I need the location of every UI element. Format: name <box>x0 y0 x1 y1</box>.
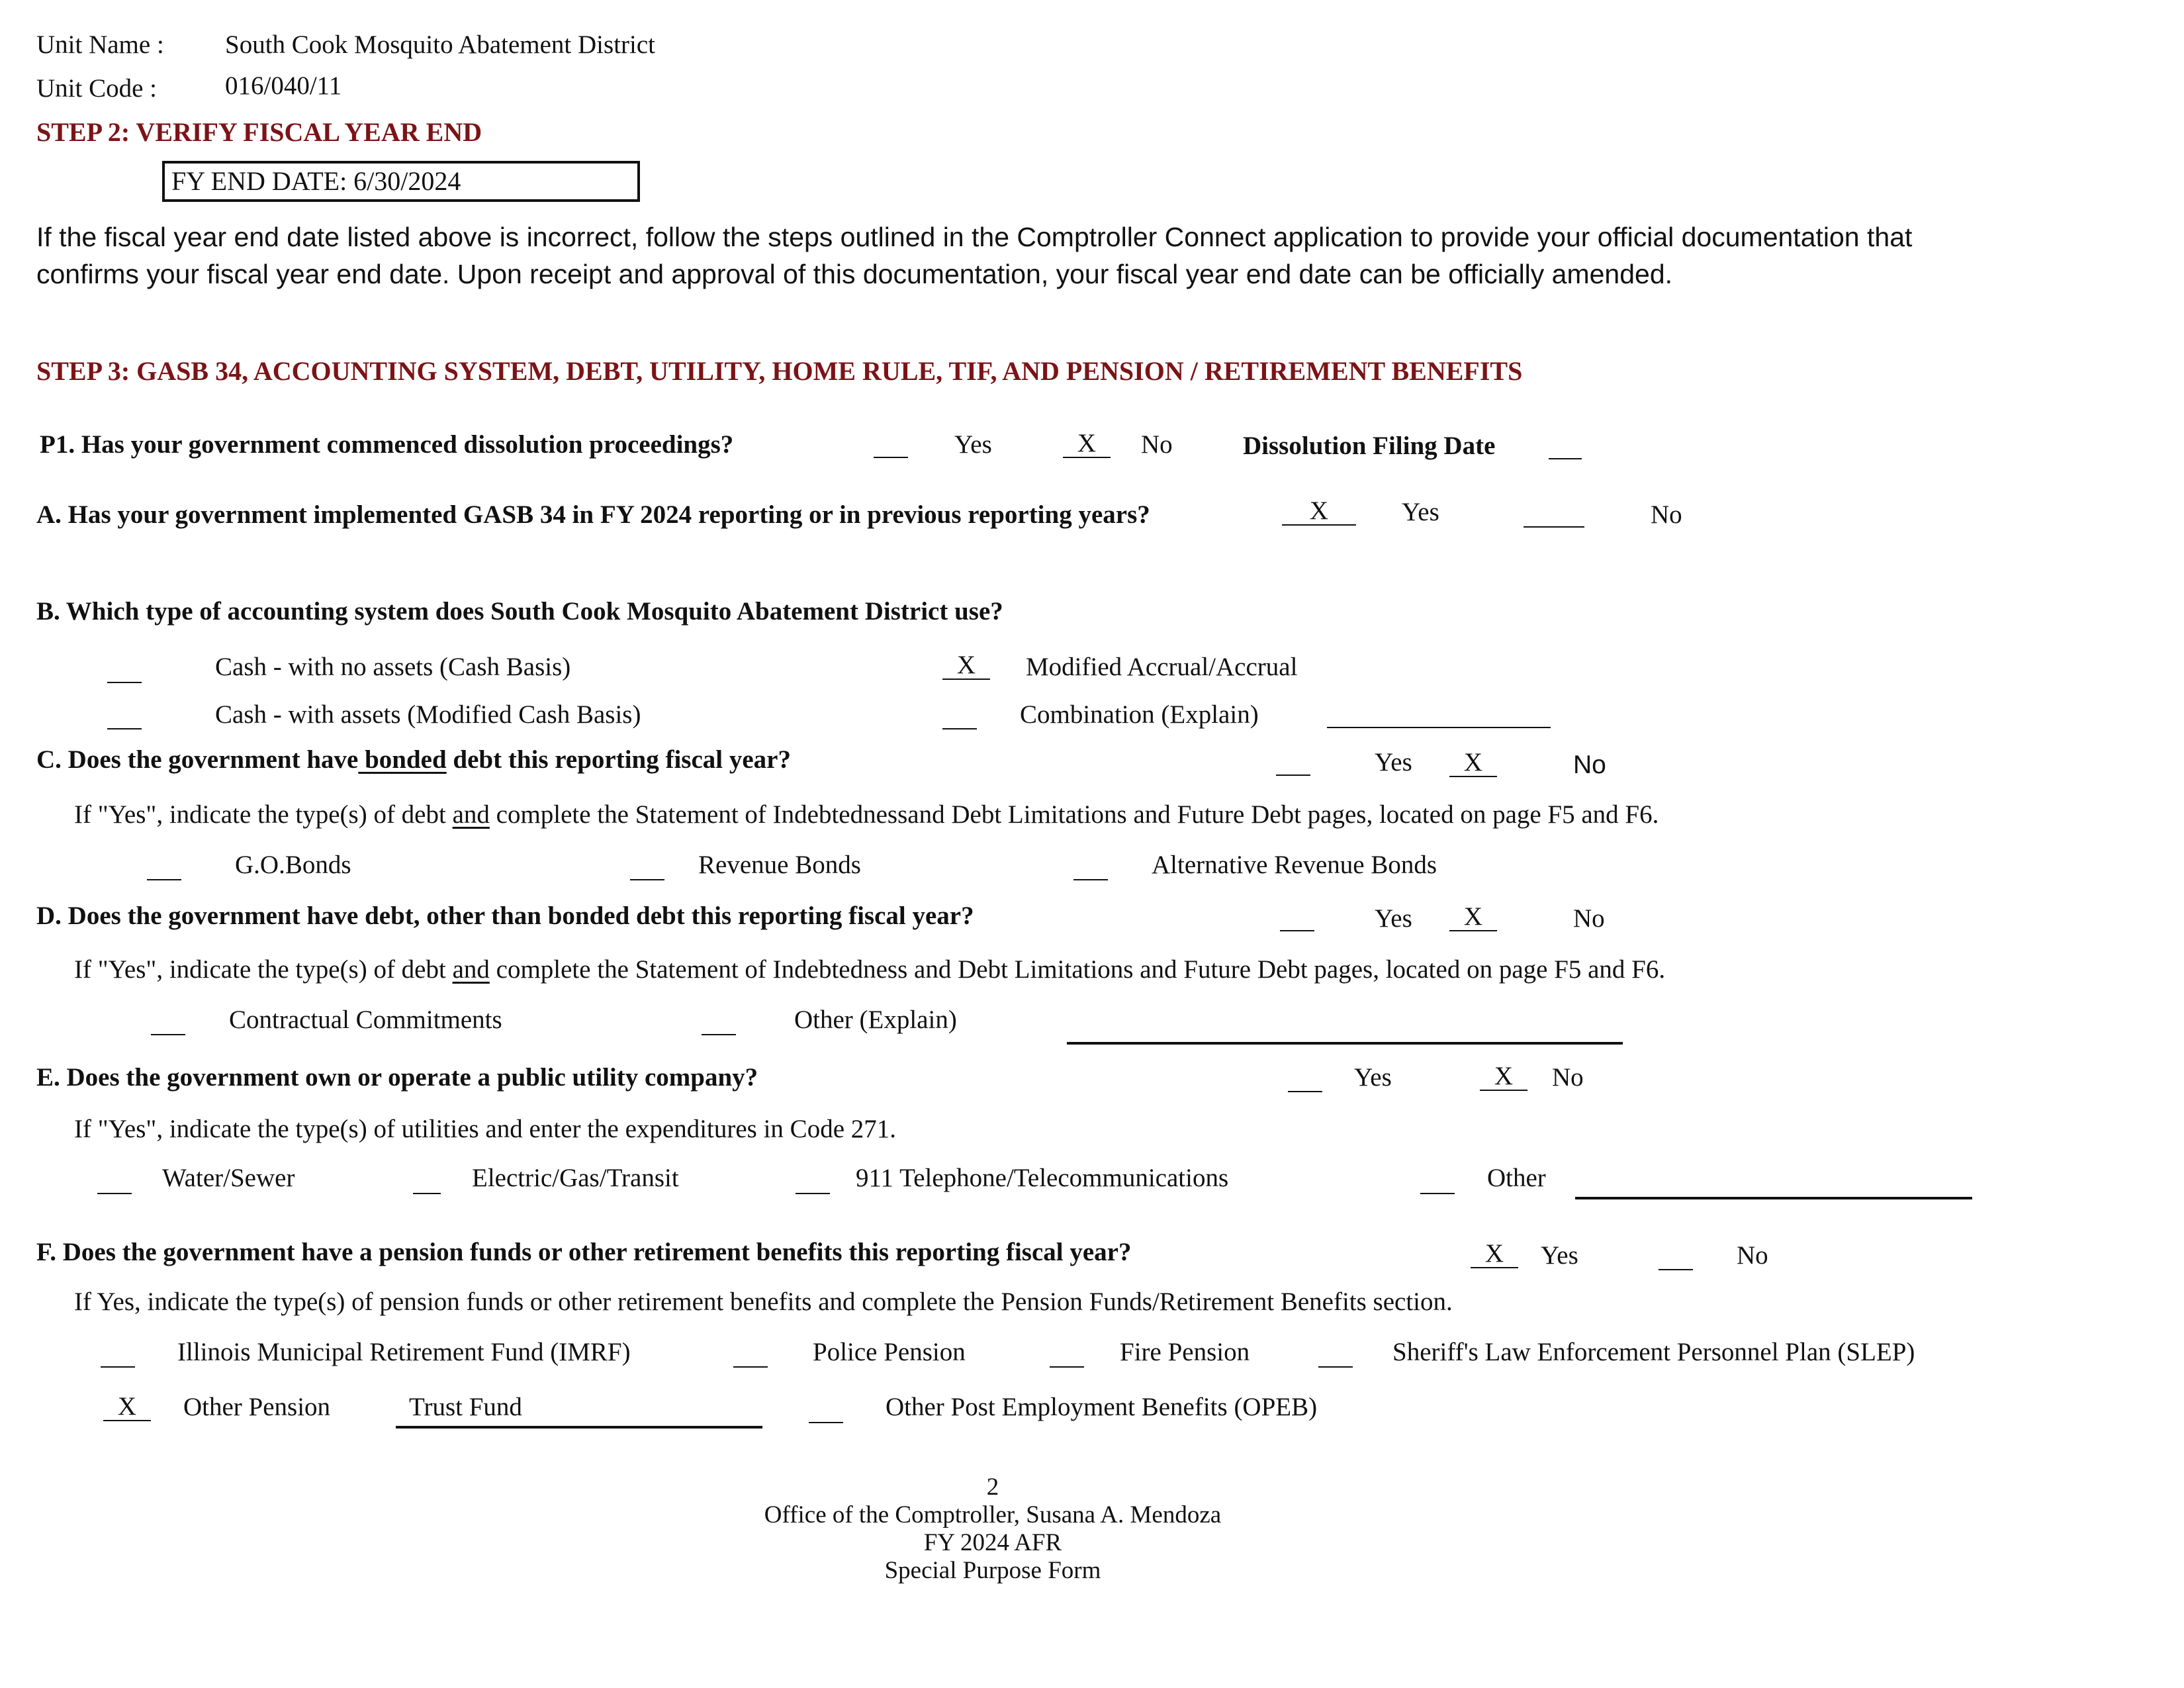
c-option-checkbox-revenue-bonds[interactable] <box>630 853 664 880</box>
e-yes-label: Yes <box>1354 1063 1392 1092</box>
unit-name-value: South Cook Mosquito Abatement District <box>225 30 655 59</box>
fy-end-date-box: FY END DATE: 6/30/2024 <box>162 161 640 202</box>
c-option-checkbox-alternative-revenue-bonds[interactable] <box>1073 853 1108 880</box>
c-instruction-text-1: If "Yes", indicate the type(s) of debt <box>74 800 453 829</box>
c-yes-label: Yes <box>1375 748 1412 776</box>
dissolution-filing-date-field[interactable] <box>1549 432 1582 459</box>
footer-form: Special Purpose Form <box>884 1557 1101 1584</box>
d-option-label-other: Other (Explain) <box>794 1006 957 1034</box>
c-option-checkbox-go-bonds[interactable] <box>147 853 181 880</box>
b-option-label-modified-accrual: Modified Accrual/Accrual <box>1026 653 1298 681</box>
d-no-checkbox[interactable]: X <box>1449 904 1497 931</box>
f-yes-label: Yes <box>1541 1241 1578 1270</box>
question-b: B. Which type of accounting system does South Cook Mosquito Abatement District use? <box>36 597 1003 626</box>
d-option-checkbox-other[interactable] <box>702 1008 736 1035</box>
e-option-checkbox-electric-gas-transit[interactable] <box>413 1166 441 1194</box>
b-option-checkbox-modified-cash[interactable] <box>107 702 142 729</box>
e-other-line <box>1575 1197 1972 1199</box>
c-no-label: No <box>1573 751 1606 779</box>
unit-code-label: Unit Code : <box>36 74 157 103</box>
step3-heading: STEP 3: GASB 34, ACCOUNTING SYSTEM, DEBT, UTILITY, HOME RULE, TIF, AND PENSION / RETIREMENT BENEFITS <box>36 356 1523 386</box>
e-option-label-other: Other <box>1487 1164 1546 1192</box>
unit-name-label: Unit Name : <box>36 30 164 59</box>
d-yes-label: Yes <box>1375 904 1412 933</box>
e-no-checkbox[interactable]: X <box>1480 1063 1527 1091</box>
a-no-label: No <box>1651 500 1682 529</box>
e-instruction: If "Yes", indicate the type(s) of utilities and enter the expenditures in Code 271. <box>74 1115 897 1143</box>
f-no-label: No <box>1737 1241 1768 1270</box>
question-p1: P1. Has your government commenced dissolution proceedings? <box>40 430 734 459</box>
b-option-checkbox-cash-basis[interactable] <box>107 655 142 683</box>
d-yes-checkbox[interactable] <box>1280 904 1314 931</box>
e-no-label: No <box>1552 1063 1584 1092</box>
b-option-checkbox-combination[interactable] <box>942 702 977 729</box>
f-no-checkbox[interactable] <box>1659 1243 1693 1270</box>
d-option-label-contractual-commitments: Contractual Commitments <box>229 1006 502 1034</box>
f-option-label-fire-pension: Fire Pension <box>1120 1338 1250 1366</box>
f-option-label-opeb: Other Post Employment Benefits (OPEB) <box>886 1393 1318 1421</box>
question-f: F. Does the government have a pension funds or other retirement benefits this reporting fiscal year? <box>36 1238 1132 1266</box>
d-other-explain-line <box>1067 1042 1623 1045</box>
c-yes-checkbox[interactable] <box>1276 748 1310 776</box>
b-option-label-modified-cash: Cash - with assets (Modified Cash Basis) <box>215 700 641 729</box>
f-instruction: If Yes, indicate the type(s) of pension funds or other retirement benefits and complete the Pension Funds/Retirement Benefits section. <box>74 1288 1453 1316</box>
b-combination-explain-field[interactable] <box>1327 700 1551 728</box>
d-option-checkbox-contractual-commitments[interactable] <box>151 1008 185 1035</box>
question-e: E. Does the government own or operate a public utility company? <box>36 1063 758 1092</box>
page-number: 2 <box>986 1474 999 1501</box>
c-instruction <box>74 802 1659 827</box>
f-other-pension-field[interactable]: Trust Fund <box>409 1393 522 1421</box>
p1-yes-checkbox[interactable] <box>874 430 908 458</box>
f-option-checkbox-imrf[interactable] <box>101 1340 135 1368</box>
dissolution-filing-date-label: Dissolution Filing Date <box>1243 432 1496 460</box>
d-instruction-and: and <box>452 955 490 984</box>
question-c-text-1: C. Does the government have <box>36 745 359 774</box>
f-option-checkbox-slep[interactable] <box>1318 1340 1353 1368</box>
question-d: D. Does the government have debt, other than bonded debt this reporting fiscal year? <box>36 902 974 930</box>
e-option-checkbox-other[interactable] <box>1420 1166 1455 1194</box>
d-instruction-text-2: complete the Statement of Indebtedness and Debt Limitations and Future Debt pages, located on page F5 and F6. <box>489 955 1666 984</box>
f-option-label-slep: Sheriff's Law Enforcement Personnel Plan (SLEP) <box>1392 1338 1915 1366</box>
question-c-bonded: bonded <box>358 745 447 774</box>
c-no-checkbox[interactable]: X <box>1449 749 1497 777</box>
unit-code-value: 016/040/11 <box>225 71 342 100</box>
a-yes-label: Yes <box>1402 498 1439 526</box>
f-option-label-other-pension: Other Pension <box>183 1393 331 1421</box>
f-option-checkbox-police-pension[interactable] <box>733 1340 768 1368</box>
c-instruction-text-2: complete the Statement of Indebtednessand Debt Limitations and Future Debt pages, located on page F5 and F6. <box>489 800 1659 829</box>
step2-heading: STEP 2: VERIFY FISCAL YEAR END <box>36 117 482 147</box>
f-option-checkbox-opeb[interactable] <box>809 1395 843 1423</box>
a-yes-checkbox[interactable]: X <box>1282 498 1356 526</box>
f-option-checkbox-fire-pension[interactable] <box>1050 1340 1084 1368</box>
footer-report: FY 2024 AFR <box>923 1529 1062 1556</box>
e-option-checkbox-911-telephone[interactable] <box>796 1166 830 1194</box>
b-option-label-cash-basis: Cash - with no assets (Cash Basis) <box>215 653 571 681</box>
p1-no-checkbox[interactable]: X <box>1063 430 1111 458</box>
question-c-text-2: debt this reporting fiscal year? <box>446 745 791 774</box>
e-option-checkbox-water-sewer[interactable] <box>97 1166 132 1194</box>
footer-office: Office of the Comptroller, Susana A. Mendoza <box>764 1501 1222 1528</box>
e-option-label-electric-gas-transit: Electric/Gas/Transit <box>472 1164 679 1192</box>
c-instruction-and: and <box>452 800 490 829</box>
f-other-pension-line <box>396 1426 762 1429</box>
question-c <box>36 747 791 773</box>
c-option-label-go-bonds: G.O.Bonds <box>235 851 351 879</box>
e-option-label-911-telephone: 911 Telephone/Telecommunications <box>856 1164 1229 1192</box>
d-no-label: No <box>1573 904 1605 933</box>
c-option-label-revenue-bonds: Revenue Bonds <box>698 851 861 879</box>
p1-no-label: No <box>1141 430 1173 459</box>
e-yes-checkbox[interactable] <box>1288 1064 1322 1092</box>
e-option-label-water-sewer: Water/Sewer <box>162 1164 295 1192</box>
f-option-checkbox-other-pension[interactable]: X <box>103 1393 151 1421</box>
b-option-label-combination: Combination (Explain) <box>1020 700 1259 729</box>
c-option-label-alternative-revenue-bonds: Alternative Revenue Bonds <box>1152 851 1437 879</box>
f-option-label-police-pension: Police Pension <box>813 1338 966 1366</box>
f-yes-checkbox[interactable]: X <box>1471 1241 1518 1268</box>
a-no-checkbox[interactable] <box>1524 500 1584 528</box>
fiscal-year-instructions: If the fiscal year end date listed above is incorrect, follow the steps outlined in the Comptroller Connect application to provide your official documentation that confirms your fiscal year end date. Upon receipt and approval of this documentation, your fiscal year end date can be officially amended. <box>36 222 1913 289</box>
f-option-label-imrf: Illinois Municipal Retirement Fund (IMRF) <box>177 1338 631 1366</box>
b-option-checkbox-modified-accrual[interactable]: X <box>942 652 990 680</box>
d-instruction <box>74 957 1665 982</box>
question-a: A. Has your government implemented GASB 34 in FY 2024 reporting or in previous reporting years? <box>36 500 1150 529</box>
d-instruction-text-1: If "Yes", indicate the type(s) of debt <box>74 955 453 984</box>
p1-yes-label: Yes <box>954 430 992 459</box>
